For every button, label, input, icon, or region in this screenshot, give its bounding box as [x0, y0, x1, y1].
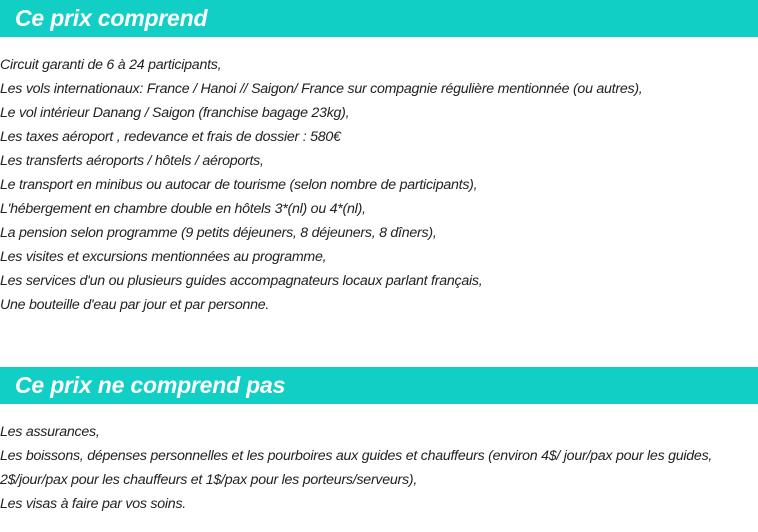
includes-item: Le transport en minibus ou autocar de tourisme (selon nombre de participants),: [0, 177, 478, 193]
includes-title: Ce prix comprend: [15, 5, 208, 31]
includes-item: La pension selon programme (9 petits déjeuners, 8 déjeuners, 8 dîners),: [0, 225, 437, 241]
excludes-item: 2$/jour/pax pour les chauffeurs et 1$/pax pour les porteurs/serveurs),: [0, 472, 418, 488]
includes-item: Les taxes aéroport , redevance et frais de dossier : 580€: [0, 129, 341, 145]
includes-item: Une bouteille d'eau par jour et par personne.: [0, 297, 270, 313]
includes-item: L'hébergement en chambre double en hôtels 3*(nl) ou 4*(nl),: [0, 201, 366, 217]
excludes-title: Ce prix ne comprend pas: [15, 372, 286, 398]
includes-item: Les vols internationaux: France / Hanoi // Saigon/ France sur compagnie régulière mentionnée (ou autres),: [0, 81, 643, 97]
includes-item: Circuit garanti de 6 à 24 participants,: [0, 57, 222, 73]
excludes-item: Les assurances,: [0, 424, 100, 440]
includes-list: [0, 53, 643, 317]
includes-header-banner: [0, 0, 758, 37]
includes-item: Les services d'un ou plusieurs guides accompagnateurs locaux parlant français,: [0, 273, 483, 289]
includes-item: Le vol intérieur Danang / Saigon (franchise bagage 23kg),: [0, 105, 350, 121]
excludes-item: Les visas à faire par vos soins.: [0, 496, 186, 512]
excludes-list: [0, 420, 712, 516]
includes-item: Les transferts aéroports / hôtels / aéroports,: [0, 153, 264, 169]
excludes-item: Les boissons, dépenses personnelles et les pourboires aux guides et chauffeurs (environ 4$/ jour/pax pour les guides,: [0, 448, 713, 464]
excludes-header-banner: [0, 367, 758, 404]
includes-item: Les visites et excursions mentionnées au programme,: [0, 249, 327, 265]
